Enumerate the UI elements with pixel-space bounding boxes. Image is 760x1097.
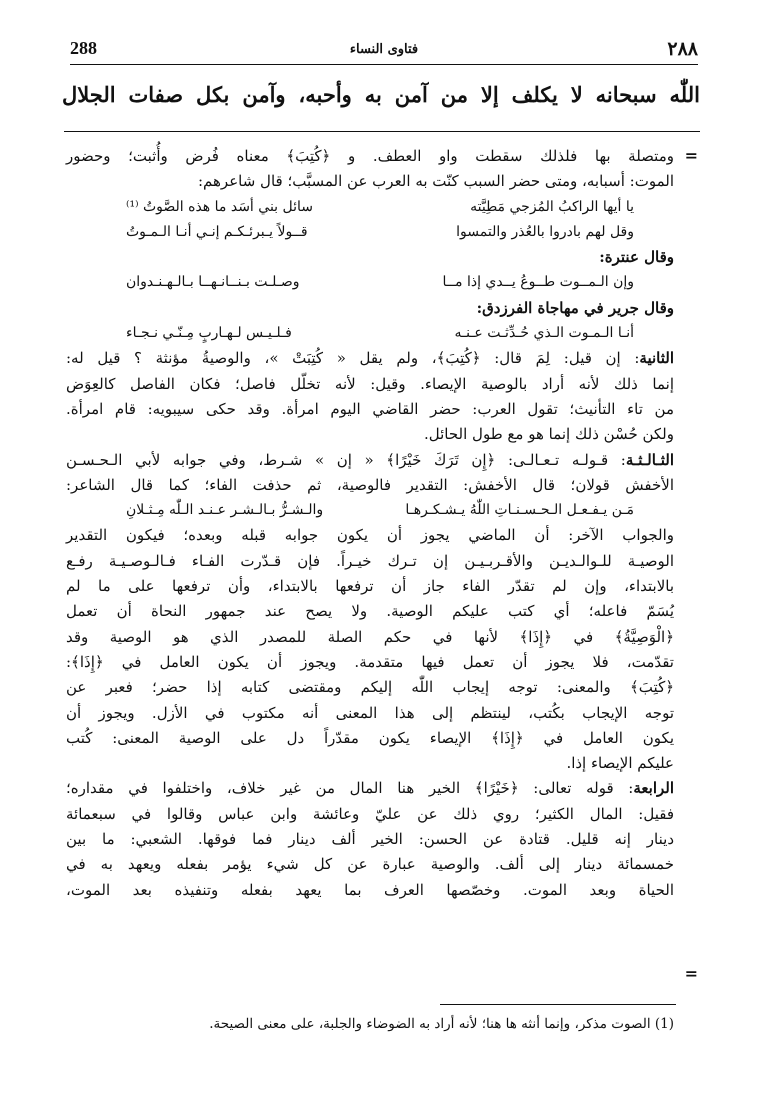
text-line xyxy=(66,776,674,801)
hemistich: وقل لهم بادروا بالعُذر والتمسوا xyxy=(456,223,634,240)
header-rule xyxy=(70,64,698,65)
text-line: توجه الإيجاب بكُتب، لينتظم إلى هذا المعنى أنه مكتوب في الأزل. ويجوز أن xyxy=(66,703,674,722)
text-span: : قوله تعالى: ﴿خَيْرًا﴾ الخير هنا المال من غير خلاف، واختلفوا في مقداره؛ xyxy=(66,779,634,798)
text-line: فقيل: المال الكثير؛ روي ذلك عن عليّ وعائشة وابن عباس وقالوا في سبعمائة xyxy=(66,804,674,823)
continuation-mark-top: = xyxy=(684,146,698,165)
section-rule xyxy=(64,131,700,132)
text-line: والجواب الآخر: أن الماضي يجوز أن يكون جوابه قبله وبعده؛ فيكون التقدير xyxy=(66,526,674,545)
hemistich: قــولاً يـبرئـكـم إنـي أنـا الـمـوتُ xyxy=(126,223,308,240)
book-title: فتاوى النساء xyxy=(349,42,419,57)
section-label: الرابعة xyxy=(633,779,674,798)
hemistich: وصـلـت بـنــانـهــا بـالـهـنـدوان xyxy=(126,274,300,291)
section-label: الثـالـثـة xyxy=(625,450,674,469)
poem-verse xyxy=(66,321,674,346)
text-line: خمسمائة دينار إلى ألف. والوصية عبارة عن كل شيء يؤمر بفعله ويعهد به في xyxy=(66,855,674,874)
hemistich: وإن الـمــوت طــوعُ يــدي إذا مــا xyxy=(442,274,634,291)
text-line: ومتصلة بها فلذلك سقطت واو العطف. و ﴿كُتِبَ﴾ معناه فُرض وأُثبت؛ وحضور xyxy=(66,147,674,165)
hemistich: أنـا الـمـوت الـذي حُـدِّثـت عـنـه xyxy=(454,325,634,342)
page-number-arabic: ٢٨٨ xyxy=(667,38,698,60)
poet-label: وقال عنترة: xyxy=(599,248,674,267)
poem-verse xyxy=(66,220,674,245)
text-span: : إن قيل: لِمَ قال: ﴿كُتِبَ﴾، ولم يقل « كُتِبَتْ »، والوصيةُ مؤنثة ؟ قيل له: xyxy=(66,349,640,368)
text-line: الوصيـة للـوالـديـن والأقـربـيـن إن تـرك خيـراً. فإن قـدّرت الفـاء فـالـوصـيـة رفـع xyxy=(66,551,674,570)
text-line xyxy=(66,346,674,371)
commentary xyxy=(66,144,674,903)
text-line: ﴿الْوَصِيَّةُ﴾ في ﴿إِذَا﴾ لأنها في حكم الصلة للمصدر الذي هو الوصية وقد xyxy=(66,627,674,646)
text-line: من تاء التأنيث؛ تقول العرب: حضر القاضي اليوم امرأة. وقد حكى سيبويه: قام امرأة. xyxy=(66,399,674,418)
poet-label: وقال جرير في مهاجاة الفرزدق: xyxy=(476,298,674,317)
page-number-latin: 288 xyxy=(70,38,97,58)
text-line: يُسَمّ فاعله؛ أي كتب عليكم الوصية. ولا يصح عند جمهور النحاة أن تعمل xyxy=(66,602,674,621)
text-line: دينار إنه قليل. قتادة عن الحسن: الخير ألف دينار فما فوقها. الشعبي: ما بين xyxy=(66,830,674,849)
poem-verse xyxy=(66,498,674,523)
text-line: ﴿كُتِبَ﴾ والمعنى: توجه إيجاب اللّٰه إليكم ومقتضى كتابه إذا حضر؛ فعبر عن xyxy=(66,678,674,697)
text-line: إنما ذلك لأنه أراد بالوصية الإيصاء. وقيل: لأنه تخلّل فاصل؛ فكان الفاصل كالعِوَض xyxy=(66,374,674,393)
continuation-mark-bottom: = xyxy=(684,964,698,983)
text-line: يكون العامل في ﴿إِذَا﴾ الإيصاء يكون مقدّراً دل على الوصية المعنى: كُتب xyxy=(66,728,674,747)
text-line: عليكم الإيصاء إذا. xyxy=(566,754,674,773)
text-line: الحياة وبعد الموت. وخصّصها العرف بما يعهد بفعله وتنفيذه بعد الموت، xyxy=(66,880,674,899)
text-line xyxy=(66,448,674,473)
hemistich: فـلـيـس لـهـاربٍ مِـنّـي نـجـاء xyxy=(126,325,292,342)
hemistich: سائل بني أسَد ما هذه الصَّوتُ ⁽¹⁾ xyxy=(126,198,314,215)
poem-verse xyxy=(66,270,674,295)
text-line: الأخفش قولان؛ قال الأخفش: التقدير فالوصية، ثم حذفت الفاء؛ كما قال الشاعر: xyxy=(66,475,674,494)
text-span: : قـولـه تـعـالـى: ﴿إِن تَرَكَ خَيْرًا﴾ « إن » شـرط، وفي جوابه لأبي الـحـسـن xyxy=(66,450,626,469)
hemistich: والـشـرُّ بـالـشـر عـنـد الـلّٰه مِـثـلانِ xyxy=(126,502,324,519)
text-line: بالابتداء، وإن لم تقدّر الفاء جاز أن ترفعها بالابتداء، وأن ترفعها على ما لم xyxy=(66,577,674,596)
hemistich: يا أيها الراكبُ المُزجي مَطِيَّته xyxy=(470,198,634,215)
section-label: الثانية xyxy=(639,349,674,368)
hemistich: مَـن يـفـعـل الـحـسـنـاتِ اللّٰهُ يـشـكـرهـا xyxy=(405,502,634,519)
text-line: الموت: أسبابه، ومتى حضر السبب كنّت به العرب عن المسبَّب؛ قال شاعرهم: xyxy=(197,172,674,191)
main-text: اللّٰه سبحانه لا يكلف إلا من آمن به وأحبه، وآمن بكل صفات الجلال xyxy=(62,82,700,107)
page-header xyxy=(70,38,698,64)
text-line: ولكن حُسْن ذلك إنما هو مع طول الحائل. xyxy=(424,425,674,444)
text-line: تقدّمت، فلا يجوز أن تعمل فيها متقدمة. ويجوز أن يكون العامل في ﴿إِذَا﴾: xyxy=(66,652,674,671)
footnote-rule xyxy=(440,1004,676,1005)
poem-verse xyxy=(66,195,674,220)
footnote: (1) الصوت مذكر، وإنما أنثه ها هنا؛ لأنه أراد به الضوضاء والجلبة، على معنى الصيحة. xyxy=(209,1016,674,1032)
